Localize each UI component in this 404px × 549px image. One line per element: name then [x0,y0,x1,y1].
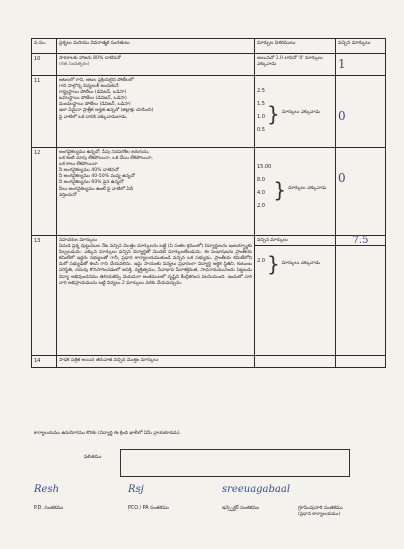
option-value: 15.00 [257,163,272,170]
header-no: ప.సం. [32,39,57,54]
question-line: నీ అంగవైకల్యము 40% దాటినచో [59,168,119,174]
row-options [255,148,336,236]
row-question [57,76,255,148]
option-value: 2.0 [257,202,265,209]
question-line: (గత సంవత్సరం) [59,61,90,67]
brace-icon: } [266,252,280,277]
signature-label: P.D. సంతకము [34,506,64,511]
question-paragraph: ఏదుడ ప్రశ్న వుట్టుముల నేట వచ్చిన మొత్తం మార్కులను బట్టి (పి సంకల క్రమంలో) విద్యార్థులను ఇంటర్వ్యూకు పిల్చబడును. ఎక్కువ మార్కులు వచ్చిన విద్యార్థితో మొదటి మార్కులలేబడును. ఈ సంభాషణను ప్రాంతీయ కమిటీలో ఇద్దరు సభ్యులతో గానీ, ప్రధాన కార్యాలయముకుండి వచ్చిన ఒక సభ్యుడు, ప్రాంతీయ కమిటీలోని మరో సభ్యుడితో కలసి గాని చేయవలెను. ఇద్దు సాయంకు విద్యలు ప్రధానంగా విద్యార్థి ఆర్థిక స్థితిని, కుటుంబ పరిస్థితి, చదువు కొనసాగించడంలో ఆసక్తి, వ్యక్తిత్వము, సేవాభావ పేదాశక్తమత, సాధనామమునందు పెట్టబడు విద్యా అభివుందనము తెలియజెప్పి మెరుదుగా అంశములలో దృష్టిని కేంద్రీకరించ వలసియుంది. ఇందులో వారి వారి అభిప్రాయమును బట్టి విద్యలు 2 మార్కులు వరకు వేయవచ్చును. [59,243,252,286]
table-row [32,148,386,236]
signature-mark [298,484,343,502]
row-number: 14 [32,356,57,368]
question-line: ఒక కంటి చూపు లేకపోయినా, ఒక చేయి లేకపోయినా, [59,155,153,161]
row-number: 11 [32,76,57,148]
signature-head-office [298,484,343,518]
signature-mark: Resh [34,484,60,495]
handwritten-score: 0 [336,76,386,148]
signature-mark: sreeuagabaal [222,484,291,495]
option-value: 2.0 [257,257,265,264]
option-label: మార్కులు ఎక్కువాడు [288,186,327,192]
option-value: 8.0 [257,176,265,183]
question-line: అంగవైకల్యము ఉన్నచో, పేపు సదపరిశీల జరుగును, [59,149,150,155]
signature-label: PCO / PA సంతకము [128,506,169,511]
table-header-row [32,39,386,54]
option-label: మార్కులు ఎక్కువాడు [281,261,320,267]
row-score-cell [336,236,386,356]
question-line: వర్తించునో [59,192,77,198]
option-value: 1.5 [257,100,265,107]
option-label: మార్కులు ఎక్కువాడు [281,110,320,116]
office-use-note: కార్యాలయము ఉపయోగము కొరకు (విద్యార్థి ఈ క్రింది ఖాళీలో ఏమీ వ్రాయకూడదు). [34,431,182,436]
signature-sub: (ప్రధాన కార్యాలయము) [298,512,341,517]
row-options: అయినచో 1.0 లానిచో '0' మార్కులు ఎక్కువాడు [255,54,336,76]
option-value: 2.5 [257,87,265,94]
options-subheader: వచ్చిన మార్కులు [255,236,335,246]
question-line: బహుస్థాయి పోటీలు (డివిజన్, ఒడిసా) [59,96,127,102]
row-question [57,148,255,236]
signature-label: ఇన్స్పెక్టర్ సంతకము [222,506,260,511]
signature-inspector [222,484,290,512]
question-line: ఆటలలో గాని, ఆటల ప్రక్రియలైన పోటీలలో [59,77,134,83]
question-line: పాఠశాలకు హాజరు 80% దాటినచో [59,55,121,61]
question-line: నీలు అంగవైకల్యము ఉంటే పై వాటిలో ఏదీ [59,186,133,192]
row-question [57,54,255,76]
option-value: 1.0 [257,113,265,120]
brace-icon: } [273,177,287,202]
question-title: సహచరుల మార్కులు [59,237,98,243]
row-options [255,76,336,148]
brace-icon: } [266,101,280,126]
option-value: 0.5 [257,126,265,133]
signature-pco [128,484,169,512]
row-question [57,236,255,356]
row-question [57,356,255,368]
row-number: 13 [32,236,57,356]
question-line: నీ అంగవైకల్యము 60% పైన ఉన్నచో [59,180,124,186]
header-question: ప్రశ్నలు మరియు వివరాత్మక సంగతులు [57,39,255,54]
result-box [120,449,350,477]
marks-table [31,38,386,368]
signature-mark: Rsj [128,484,144,495]
handwritten-score: 0 [336,148,386,236]
header-score: వచ్చిన మార్కులు [336,39,386,54]
result-label: ఫలితము [84,455,102,460]
handwritten-score: 7.5 [336,236,385,246]
question-line: మండలస్థాయి పోటీలు (డివిజన్, ఒడిసా) [59,102,131,108]
header-options: మార్పుల విశరములు [255,39,336,54]
row-score [336,356,386,368]
question-line: ఇలా ఏమైనా ప్రాత్రీక అర్హత ఉన్నచో (జిల్లాక్షు చూపించి) [59,108,154,114]
table-row [32,236,386,356]
question-line: గాని పాల్గొన్న విధ్యలుకీ అందుకునే [59,83,119,89]
signature-label: గ్రూపింపునారి సంతకము [298,506,343,511]
option-value: 4.0 [257,189,265,196]
row-number: 12 [32,148,57,236]
table-row [32,76,386,148]
row-number: 10 [32,54,57,76]
question-line: ఒక కాలు లేకపోయినా [59,161,98,167]
table-row [32,356,386,368]
question-line: రాష్ట్రస్థాయి పోటీలు (డివిజన్, ఒడిసా) [59,89,127,95]
row-options [255,236,336,356]
question-line: సాధక పత్రిక అయిన తరువాత వచ్చిన మొత్తం మార్కులు [59,357,159,363]
signature-pd [34,484,63,512]
question-line: పై వాటిలో ఒక దానికి ఎక్కువాడులాడు. [59,114,128,120]
question-line: నీ అంగవైకల్యము 40-50% మధ్య ఉన్నచో [59,174,135,180]
handwritten-score: 1 [336,54,386,76]
table-row [32,54,386,76]
row-options [255,356,336,368]
